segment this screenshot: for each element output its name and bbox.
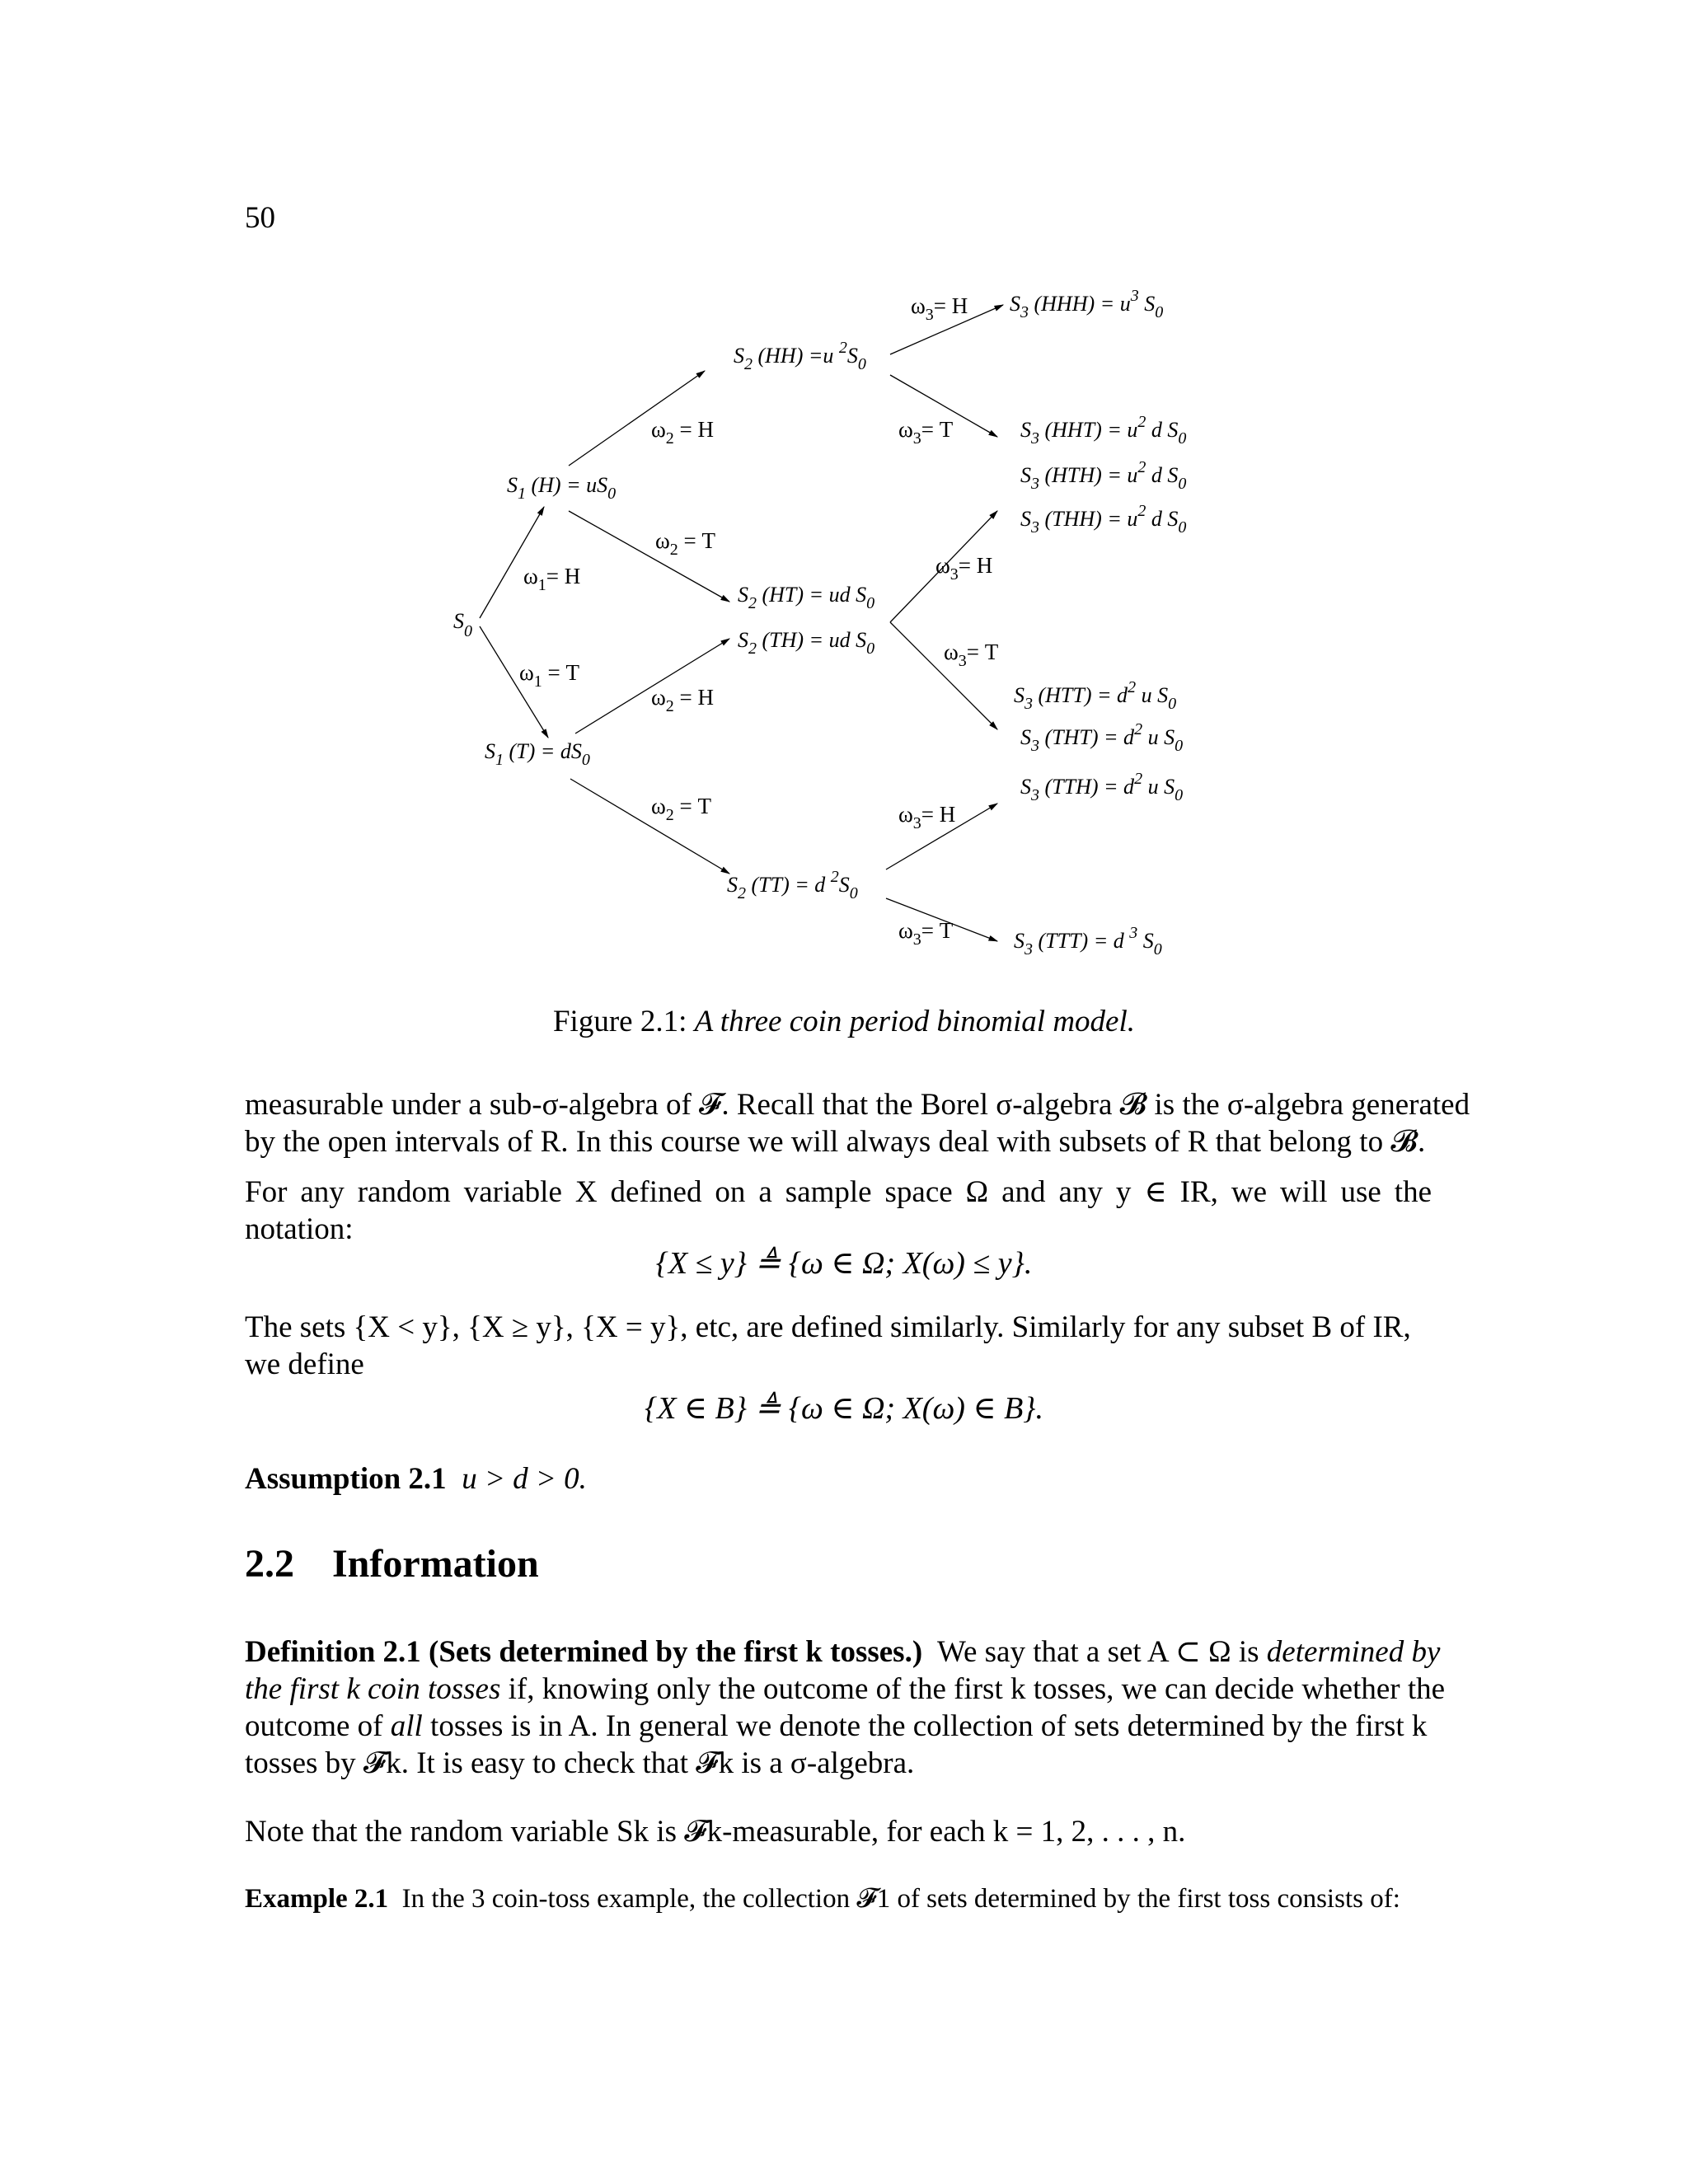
- label-w3h-tt: $\omega_3= H$: [898, 802, 956, 832]
- equation-2: {X ∈ B} ≜ {ω ∈ Ω; X(ω) ∈ B}.: [645, 1391, 1043, 1426]
- page-number: 50: [245, 201, 275, 235]
- text-span: outcome of: [245, 1709, 383, 1743]
- text-span: We say that a set A ⊂ Ω is: [937, 1635, 1259, 1669]
- text-span: determined by: [1266, 1635, 1441, 1669]
- section-heading: [245, 1541, 539, 1586]
- node-s1t: $S_1$ $(T) = dS_0$: [485, 739, 590, 769]
- label-w3t-mid: $\omega_3= T$: [944, 640, 999, 670]
- node-s2ht: $S_2$ (HT) = ud $S_0$: [738, 583, 875, 612]
- node-s3hht: $S_3$ $(HHT) = u^2$ d $S_0$: [1020, 413, 1187, 448]
- binomial-tree-figure: [429, 272, 1253, 1014]
- node-s3htt: $S_3$ $(HTT) = d^2$ u $S_0$: [1014, 678, 1177, 713]
- figure-caption-label: Figure 2.1:: [552, 1005, 687, 1038]
- figure-caption: [0, 1004, 1688, 1039]
- label-w2t-upper: $\omega_2 = T$: [655, 528, 716, 559]
- node-s3tth: $S_3$ $(TTH) = d^2$ u $S_0$: [1020, 770, 1184, 804]
- node-s3ttt: $S_3$ (TTT) = d $^3$ $S_0$: [1014, 924, 1162, 958]
- paragraph-notation: [245, 1174, 1432, 1248]
- text-line: we define: [245, 1347, 364, 1381]
- edge-s0-s1h: [480, 507, 544, 618]
- paragraph-borel: [245, 1086, 1470, 1160]
- section-title: Information: [332, 1542, 539, 1586]
- node-s2th: $S_2$ (TH) = ud $S_0$: [738, 628, 875, 658]
- paragraph-sets: [245, 1309, 1432, 1383]
- definition: [245, 1633, 1446, 1782]
- example-label: Example 2.1: [245, 1884, 389, 1914]
- label-w2h-upper: $\omega_2 = H$: [651, 417, 715, 448]
- definition-label: Definition 2.1 (Sets determined by the first k tosses.): [245, 1635, 923, 1669]
- text-line: by the open intervals of R. In this course we will always deal with subsets of R that belong to 𝓑.: [245, 1125, 1426, 1159]
- label-w3h-mid: $\omega_3= H$: [935, 553, 993, 583]
- label-w3t-hh: $\omega_3= T$: [898, 417, 954, 448]
- text-span: all: [390, 1709, 423, 1743]
- node-s3hhh: $S_3$ $(HHH) = u^3$ $S_0$: [1010, 287, 1164, 321]
- label-w1t: $\omega_1 = T$: [519, 660, 580, 691]
- node-s1h: $S_1$ $(H) = uS_0$: [507, 473, 617, 503]
- figure-caption-text: A three coin period binomial model.: [694, 1005, 1135, 1038]
- label-w3h-hh: $\omega_3= H$: [911, 293, 968, 324]
- label-w3t-tt: $\omega_3= T$: [898, 918, 954, 949]
- node-s3hth: $S_3$ $(HTH) = u^2$ d $S_0$: [1020, 458, 1187, 493]
- text-span: tosses is in A. In general we denote the collection of sets determined by the first k: [430, 1709, 1428, 1743]
- example: [245, 1881, 1432, 1918]
- label-w2t-lower: $\omega_2 = T$: [651, 794, 712, 824]
- node-s2tt: $S_2$ (TT) = d $^2S_0$: [727, 868, 858, 902]
- text-line: measurable under a sub-σ-algebra of 𝓕. Recall that the Borel σ-algebra 𝓑 is the σ-algebra generated: [245, 1088, 1470, 1122]
- text-span: if, knowing only the outcome of the first k tosses, we can decide whether the: [508, 1672, 1446, 1706]
- node-s0: $S_0$: [453, 609, 472, 640]
- text-line: tosses by 𝓕k. It is easy to check that 𝓕k is a σ-algebra.: [245, 1746, 915, 1780]
- label-w2h-lower: $\omega_2 = H$: [651, 685, 715, 715]
- text-line: The sets {X < y}, {X ≥ y}, {X = y}, etc, are defined similarly. Similarly for any subset B of IR,: [245, 1310, 1411, 1344]
- assumption: [245, 1460, 1432, 1497]
- edge-s1h-s2ht: [569, 511, 729, 602]
- label-w1h: $\omega_1= H$: [523, 564, 581, 594]
- node-s2hh: $S_2$ (HH) =u $^2S_0$: [734, 339, 866, 373]
- text-line: For any random variable X defined on a sample space Ω and any y ∈ IR, we will use the notation:: [245, 1175, 1432, 1246]
- section-number: 2.2: [245, 1542, 294, 1586]
- node-s3thh: $S_3$ $(THH) = u^2$ d $S_0$: [1020, 502, 1187, 537]
- assumption-label: Assumption 2.1: [245, 1462, 447, 1496]
- assumption-text: u > d > 0.: [462, 1462, 587, 1496]
- edge-s2mid-s3tht: [890, 622, 997, 729]
- example-text: In the 3 coin-toss example, the collection 𝓕1 of sets determined by the first toss consists of:: [401, 1884, 1400, 1914]
- node-s3tht: $S_3$ $(THT) = d^2$ u $S_0$: [1020, 720, 1184, 755]
- equation-1: {X ≤ y} ≜ {ω ∈ Ω; X(ω) ≤ y}.: [655, 1246, 1033, 1281]
- text-span: the first k coin tosses: [245, 1672, 501, 1706]
- note: [245, 1813, 1432, 1850]
- text-line: Note that the random variable Sk is 𝓕k-measurable, for each k = 1, 2, . . . , n.: [245, 1815, 1186, 1849]
